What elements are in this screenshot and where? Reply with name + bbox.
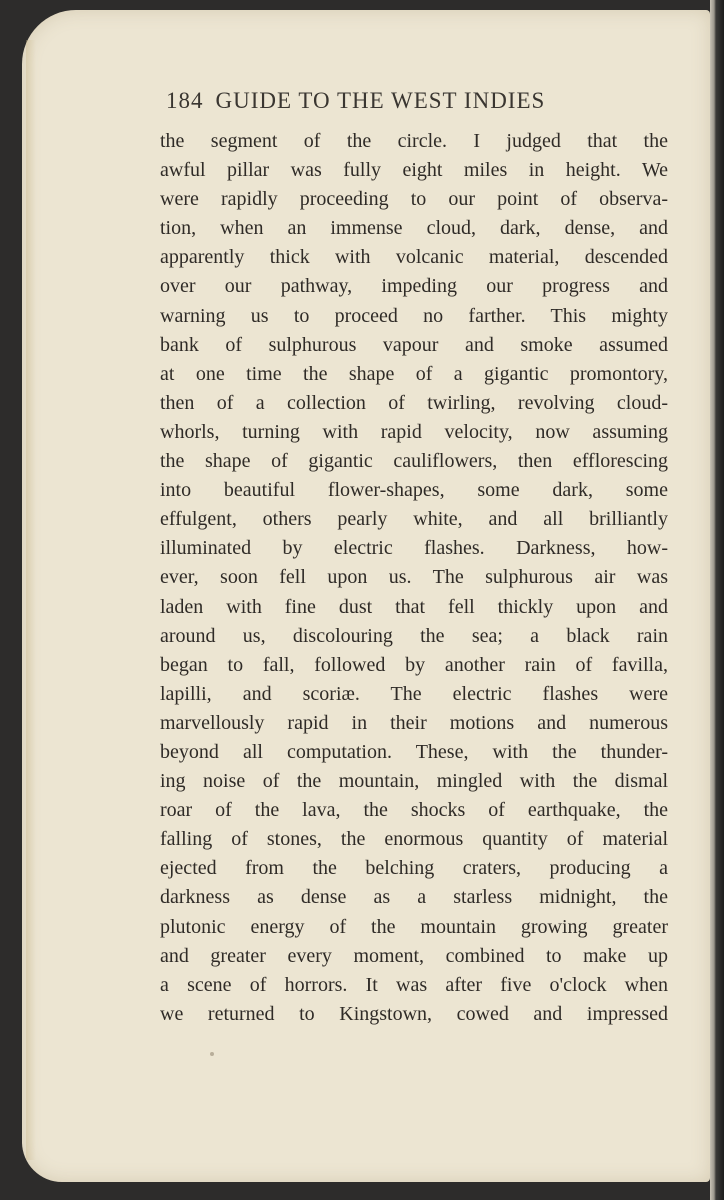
text-line: marvellously rapid in their motions and numerous — [160, 711, 668, 734]
text-line: then of a collection of twirling, revolving cloud- — [160, 391, 668, 414]
text-line: bank of sulphurous vapour and smoke assumed — [160, 333, 668, 356]
text-line: and greater every moment, combined to make up — [160, 944, 668, 967]
text-line: ing noise of the mountain, mingled with the dismal — [160, 770, 668, 793]
text-line: whorls, turning with rapid velocity, now assuming — [160, 420, 668, 443]
text-line: roar of the lava, the shocks of earthquake, the — [160, 799, 668, 822]
book-spine-edge — [710, 0, 724, 1200]
text-line: tion, when an immense cloud, dark, dense, and — [160, 217, 668, 240]
text-line: ejected from the belching craters, producing a — [160, 857, 668, 880]
text-line: beyond all computation. These, with the thunder- — [160, 740, 668, 763]
text-line: plutonic energy of the mountain growing greater — [160, 915, 668, 938]
text-line: lapilli, and scoriæ. The electric flashes were — [160, 682, 668, 705]
text-line: effulgent, others pearly white, and all brilliantly — [160, 508, 668, 531]
text-line: falling of stones, the enormous quantity of material — [160, 828, 668, 851]
text-line: began to fall, followed by another rain of favilla, — [160, 653, 668, 676]
text-line: laden with fine dust that fell thickly upon and — [160, 595, 668, 618]
text-line: the segment of the circle. I judged that the — [160, 130, 668, 152]
text-line: ever, soon fell upon us. The sulphurous air was — [160, 566, 668, 589]
text-line: a scene of horrors. It was after five o'clock when — [160, 973, 668, 996]
text-line: were rapidly proceeding to our point of observa- — [160, 188, 668, 211]
text-line: into beautiful flower-shapes, some dark, some — [160, 479, 668, 502]
text-line: awful pillar was fully eight miles in height. We — [160, 159, 668, 182]
page-number: 184 — [166, 88, 204, 113]
text-line: over our pathway, impeding our progress and — [160, 275, 668, 298]
running-header — [166, 88, 666, 122]
text-line: the shape of gigantic cauliflowers, then efflorescing — [160, 450, 668, 473]
body-text — [160, 127, 668, 1029]
text-line: we returned to Kingstown, cowed and impressed — [160, 1002, 668, 1025]
text-line: at one time the shape of a gigantic promontory, — [160, 362, 668, 385]
text-line: apparently thick with volcanic material, descended — [160, 246, 668, 269]
running-title: GUIDE TO THE WEST INDIES — [215, 88, 546, 113]
text-line: warning us to proceed no farther. This mighty — [160, 304, 668, 327]
text-line: around us, discolouring the sea; a black rain — [160, 624, 668, 647]
paper-speck — [210, 1052, 214, 1056]
text-line: illuminated by electric flashes. Darkness, how- — [160, 537, 668, 560]
text-line: darkness as dense as a starless midnight, the — [160, 886, 668, 909]
